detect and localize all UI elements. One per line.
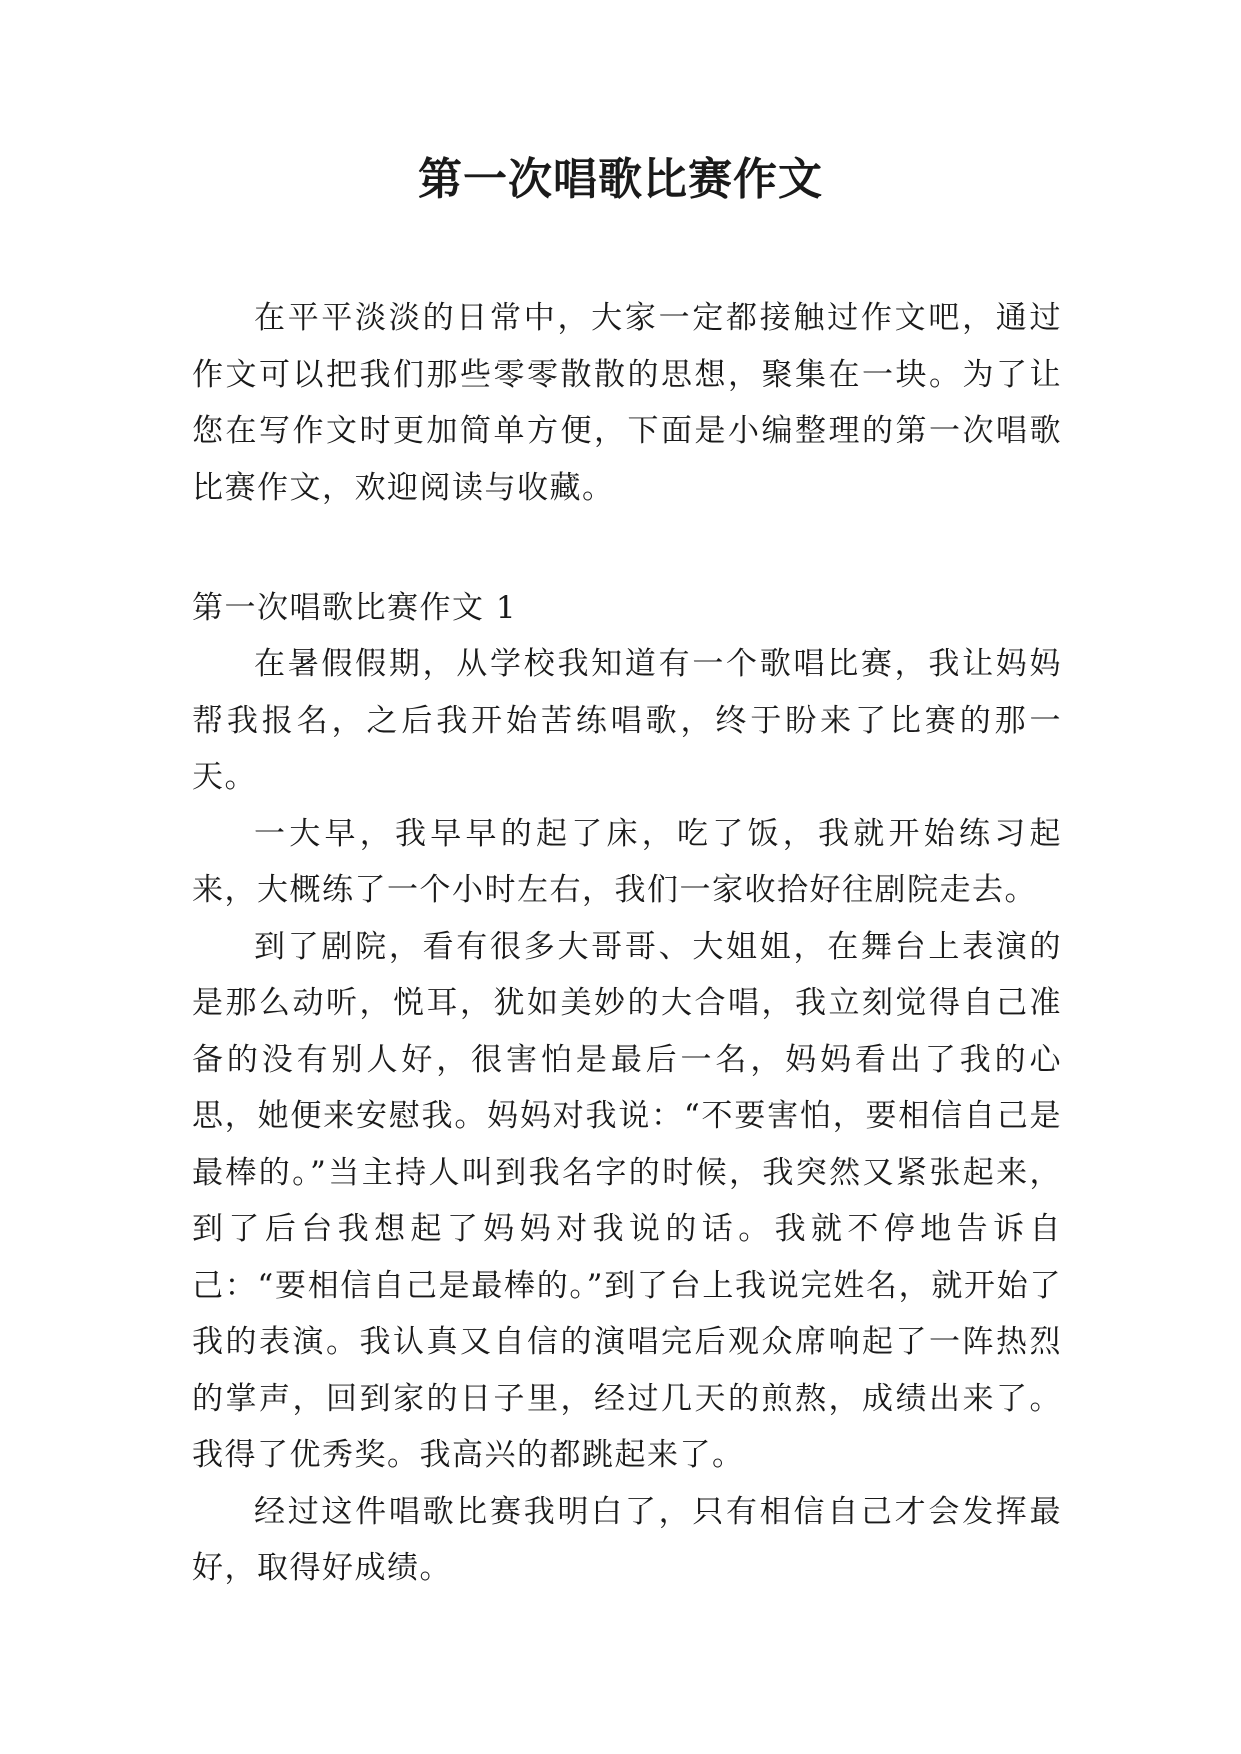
- document-title: 第一次唱歌比赛作文: [418, 154, 823, 205]
- essay-paragraph: 在暑假假期，从学校我知道有一个歌唱比赛，我让妈妈帮我报名，之后我开始苦练唱歌，终于盼来了比赛的那一天。: [192, 646, 1062, 795]
- intro-section: [192, 290, 1062, 516]
- essay-body: [192, 636, 1062, 1597]
- essay-paragraph: 一大早，我早早的起了床，吃了饭，我就开始练习起来，大概练了一个小时左右，我们一家收拾好往剧院走去。: [192, 815, 1062, 908]
- essay-paragraph: 经过这件唱歌比赛我明白了，只有相信自己才会发挥最好，取得好成绩。: [192, 1493, 1062, 1586]
- intro-paragraph: 在平平淡淡的日常中，大家一定都接触过作文吧，通过作文可以把我们那些零零散散的思想，聚集在一块。为了让您在写作文时更加简单方便，下面是小编整理的第一次唱歌比赛作文，欢迎阅读与收藏。: [192, 300, 1062, 506]
- essay-paragraph: 到了剧院，看有很多大哥哥、大姐姐，在舞台上表演的是那么动听，悦耳，犹如美妙的大合唱，我立刻觉得自己准备的没有别人好，很害怕是最后一名，妈妈看出了我的心思，她便来安慰我。妈妈对我说：“不要害怕，要相信自己是最棒的。”当主持人叫到我名字的时候，我突然又紧张起来，到了后台我想起了妈妈对我说的话。我就不停地告诉自己：“要相信自己是最棒的。”到了台上我说完姓名，就开始了我的表演。我认真又自信的演唱完后观众席响起了一阵热烈的掌声，回到家的日子里，经过几天的煎熬，成绩出来了。我得了优秀奖。我高兴的都跳起来了。: [192, 928, 1062, 1473]
- section-heading: 第一次唱歌比赛作文 1: [192, 590, 518, 626]
